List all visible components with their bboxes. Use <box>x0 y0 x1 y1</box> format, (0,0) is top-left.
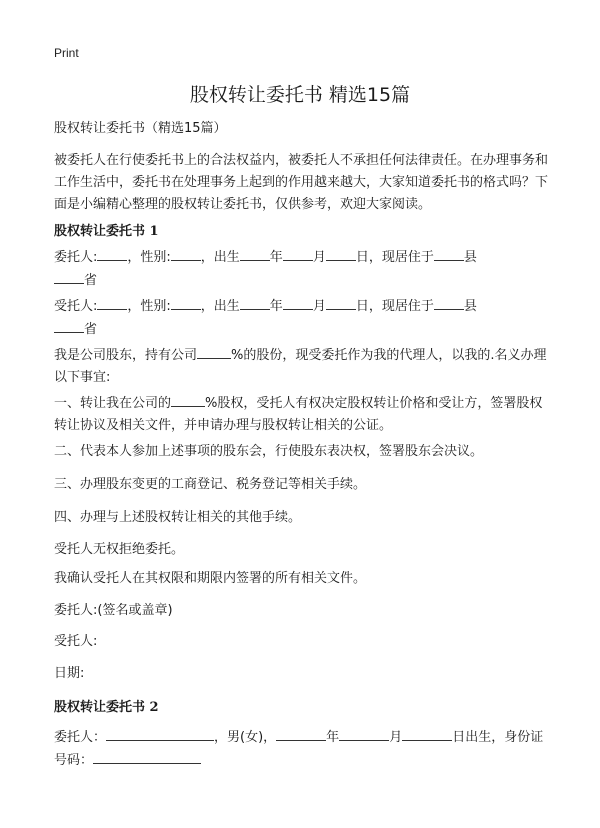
month-label: 月 <box>312 299 326 314</box>
day-label: 日，现居住于 <box>355 250 434 265</box>
date-line: 日期: <box>54 666 85 681</box>
year-label: 年 <box>269 299 283 314</box>
principal-label: 委托人： <box>54 730 107 745</box>
month-blank <box>283 246 313 261</box>
day-blank <box>326 295 356 310</box>
equity-percent-blank <box>171 392 205 407</box>
month-blank <box>283 295 313 310</box>
birth-label: ，出生 <box>200 250 240 265</box>
county-blank <box>434 295 464 310</box>
agent-info-line <box>54 295 554 341</box>
year-label: 年 <box>269 250 283 265</box>
year-blank <box>276 726 326 741</box>
birth-label: ，出生 <box>200 299 240 314</box>
day-blank <box>402 726 452 741</box>
county-label: 县 <box>463 299 477 314</box>
birth-id-label: 日出生，身份证号码： <box>54 730 544 768</box>
page-title: 股权转让委托书 精选15篇 <box>189 84 411 106</box>
month-label: 月 <box>389 730 403 745</box>
name-blank <box>97 295 127 310</box>
item-1-text-a: 一、转让我在公司的 <box>54 396 172 411</box>
name-blank <box>106 726 214 741</box>
day-blank <box>326 246 356 261</box>
statement-text-a: 我是公司股东，持有公司 <box>54 348 198 363</box>
county-label: 县 <box>463 250 477 265</box>
statement-text-b: %的股份，现受委托作为我的代理人，以我的.名义办理以下事宜: <box>54 348 547 385</box>
item-3: 三、办理股东变更的工商登记、税务登记等相关手续。 <box>54 477 367 492</box>
percent-blank <box>197 344 231 359</box>
gender-blank <box>171 246 201 261</box>
gender-label: ，性别: <box>127 250 171 265</box>
month-label: 月 <box>312 250 326 265</box>
county-blank <box>434 246 464 261</box>
section-1-heading: 股权转让委托书 1 <box>54 224 159 239</box>
day-label: 日，现居住于 <box>355 299 434 314</box>
section-2-heading: 股权转让委托书 2 <box>54 700 159 715</box>
agent-label: 受托人: <box>54 299 98 314</box>
confirm-text: 我确认受托人在其权限和期限内签署的所有相关文件。 <box>54 571 367 586</box>
agent-signature: 受托人: <box>54 634 98 649</box>
province-blank <box>54 318 84 333</box>
item-1 <box>54 392 554 437</box>
name-blank <box>97 246 127 261</box>
intro-paragraph: 被委托人在行使委托书上的合法权益内，被委托人不承担任何法律责任。在办理事务和工作生活中，委托书在处理事务上起到的作用越来越大，大家知道委托书的格式吗？下面是小编精心整理的股权转让委托书，仅供参考，欢迎大家阅读。 <box>54 153 549 212</box>
month-blank <box>339 726 389 741</box>
item-4: 四、办理与上述股权转让相关的其他手续。 <box>54 510 302 525</box>
item-2: 二、代表本人参加上述事项的股东会，行使股东表决权，签署股东会决议。 <box>54 444 484 459</box>
province-label: 省 <box>84 273 98 288</box>
section-2-principal-line <box>54 726 554 772</box>
item-1-text-b: %股权，受托人有权决定股权转让价格和受让方，签署股权转让协议及相关文件，并申请办理与股权转让相关的公证。 <box>54 396 543 433</box>
principal-info-line <box>54 246 554 292</box>
province-blank <box>54 269 84 284</box>
principal-signature: 委托人:(签名或盖章) <box>54 603 173 618</box>
print-link[interactable]: Print <box>54 46 79 60</box>
shareholder-statement <box>54 344 554 389</box>
year-blank <box>240 246 270 261</box>
id-number-blank <box>93 749 201 764</box>
principal-label: 委托人: <box>54 250 98 265</box>
no-refuse-text: 受托人无权拒绝委托。 <box>54 542 185 557</box>
gender-label: ，男(女)， <box>214 730 277 745</box>
gender-blank <box>171 295 201 310</box>
year-label: 年 <box>326 730 340 745</box>
gender-label: ，性别: <box>127 299 171 314</box>
year-blank <box>240 295 270 310</box>
document-subtitle: 股权转让委托书（精选15篇） <box>54 121 227 136</box>
province-label: 省 <box>84 322 98 337</box>
